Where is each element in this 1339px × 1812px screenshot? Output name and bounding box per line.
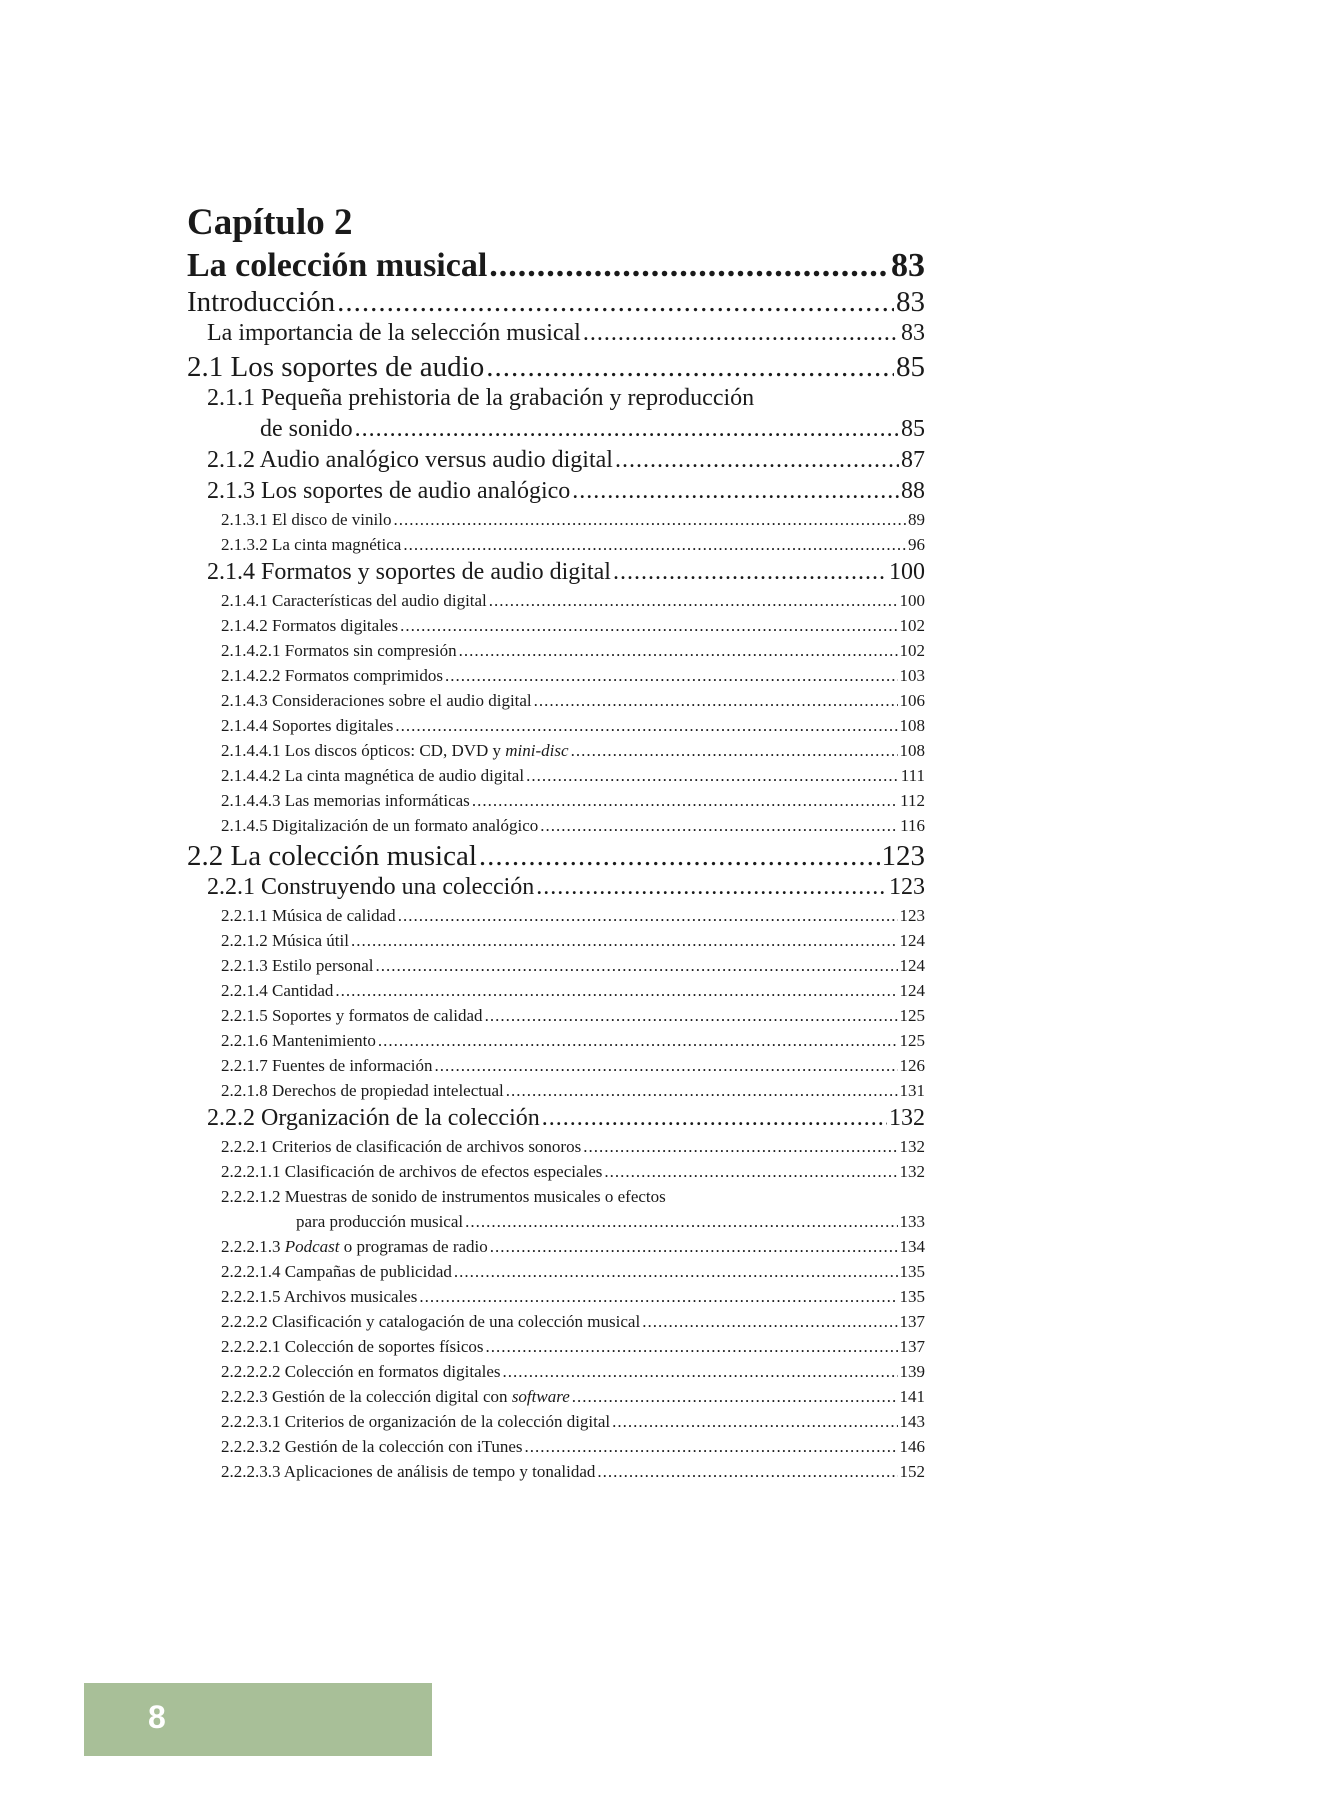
toc-page: 83	[901, 320, 925, 346]
toc-page: 143	[899, 1412, 925, 1431]
dot-leader	[489, 246, 889, 286]
dot-leader	[419, 1284, 897, 1309]
toc-title: 2.2.2.1 Criterios de clasificación de archivos sonoros	[221, 1137, 582, 1156]
toc-title: 2.1.4.1 Características del audio digital	[221, 591, 487, 610]
dot-leader	[536, 872, 887, 903]
dot-leader	[615, 445, 899, 476]
dot-leader	[472, 788, 898, 813]
toc-entry-2-2-2-3-1[interactable]	[187, 1409, 925, 1434]
toc-title: de sonido	[260, 416, 353, 442]
dot-leader	[506, 1078, 898, 1103]
footer-page-box	[84, 1683, 432, 1756]
toc-entry-2-2-2-1-3[interactable]	[187, 1234, 925, 1259]
toc-page: 134	[899, 1237, 925, 1256]
toc-title: 2.2.2.2 Clasificación y catalogación de una colección musical	[221, 1312, 641, 1331]
toc-entry-2-2-1-8[interactable]	[187, 1078, 925, 1103]
toc-title: 2.2.2.3.3 Aplicaciones de análisis de tempo y tonalidad	[221, 1462, 596, 1481]
toc-title: 2.2.2.3.1 Criterios de organización de la colección digital	[221, 1412, 611, 1431]
toc-entry-2-1-4-5[interactable]	[187, 813, 925, 838]
toc-entry-2-2-2-2-1[interactable]	[187, 1334, 925, 1359]
toc-title: 2.1.3 Los soportes de audio analógico	[207, 478, 571, 504]
toc-title: 2.2.1.6 Mantenimiento	[221, 1031, 376, 1050]
toc-entry-2-1-3[interactable]	[187, 476, 925, 507]
toc-title	[221, 738, 569, 763]
toc-page: 123	[899, 906, 925, 925]
dot-leader	[355, 414, 899, 445]
dot-leader	[393, 507, 906, 532]
toc-entry-2-2-2-1-2[interactable]	[187, 1209, 925, 1234]
toc-entry-2-1-4-4-2[interactable]	[187, 763, 925, 788]
toc-page: 125	[899, 1006, 925, 1025]
toc-page: 100	[899, 591, 925, 610]
toc-page: 123	[889, 874, 925, 900]
dot-leader	[459, 638, 898, 663]
toc-title: 2.1.4.2.2 Formatos comprimidos	[221, 666, 443, 685]
toc-page: 131	[899, 1081, 925, 1100]
toc-page: 87	[901, 447, 925, 473]
toc-page: 85	[901, 416, 925, 442]
toc-title-italic: software	[511, 1387, 570, 1406]
toc-entry-2-1-1-line1[interactable]: 2.1.1 Pequeña prehistoria de la grabación y reproducción	[207, 385, 755, 411]
toc-title: 2.2.2.1.4 Campañas de publicidad	[221, 1262, 452, 1281]
footer-page-number: 8	[148, 1699, 166, 1735]
toc-entry-2-2-2-3-3[interactable]	[187, 1459, 925, 1484]
toc-title: 2.1.2 Audio analógico versus audio digital	[207, 447, 613, 473]
dot-leader	[335, 978, 897, 1003]
toc-title: 2.1.3.2 La cinta magnética	[221, 535, 402, 554]
toc-entry-2-2[interactable]	[187, 840, 925, 872]
toc-entry-2-1-3-1[interactable]	[187, 507, 925, 532]
dot-leader	[398, 903, 898, 928]
dot-leader	[583, 1134, 897, 1159]
toc-page: 124	[899, 981, 925, 1000]
toc-title-text: 2.1.4.4.1 Los discos ópticos: CD, DVD y	[221, 741, 506, 760]
dot-leader	[445, 663, 898, 688]
toc-page: 103	[899, 666, 925, 685]
toc-page: 137	[899, 1312, 925, 1331]
toc-page: 141	[899, 1387, 925, 1406]
toc-entry-2-1-3-2[interactable]	[187, 532, 925, 557]
toc-title: 2.2.2.1.1 Clasificación de archivos de efectos especiales	[221, 1162, 603, 1181]
toc-page: 125	[899, 1031, 925, 1050]
dot-leader	[540, 813, 898, 838]
toc-page: 146	[899, 1437, 925, 1456]
toc-page: 100	[889, 559, 925, 585]
toc-title	[221, 1384, 570, 1409]
toc-entry-2-1-4-4-1[interactable]	[187, 738, 925, 763]
toc-title: 2.2.1.7 Fuentes de información	[221, 1056, 433, 1075]
toc-page: 152	[899, 1462, 925, 1481]
dot-leader	[376, 953, 898, 978]
toc-entry-2-2-2-1-4[interactable]	[187, 1259, 925, 1284]
toc-entry-2-1-4-3[interactable]	[187, 688, 925, 713]
toc-page: 83	[891, 247, 925, 284]
dot-leader	[526, 763, 899, 788]
toc-page: 112	[900, 791, 925, 810]
dot-leader	[400, 613, 897, 638]
toc-page: 135	[899, 1262, 925, 1281]
toc-entry-2-1-2[interactable]	[187, 445, 925, 476]
toc-page: 135	[899, 1287, 925, 1306]
toc-page: 124	[899, 956, 925, 975]
chapter-label: Capítulo 2	[187, 202, 353, 243]
toc-title: 2.1.4.2 Formatos digitales	[221, 616, 399, 635]
dot-leader	[490, 1234, 898, 1259]
toc-title: 2.1.4.5 Digitalización de un formato analógico	[221, 816, 539, 835]
toc-entry-2-1-4-2-1[interactable]	[187, 638, 925, 663]
toc-title: 2.1.4.4 Soportes digitales	[221, 716, 394, 735]
toc-title: 2.1.4 Formatos y soportes de audio digital	[207, 559, 611, 585]
dot-leader	[571, 738, 898, 763]
dot-leader	[597, 1459, 897, 1484]
dot-leader	[378, 1028, 898, 1053]
toc-page: 108	[899, 741, 925, 760]
toc-title-italic: mini-disc	[505, 741, 569, 760]
dot-leader	[534, 688, 898, 713]
dot-leader	[542, 1103, 887, 1134]
toc-title: 2.2.1.1 Música de calidad	[221, 906, 396, 925]
toc-title-number: 2.2.2.1.3	[221, 1237, 285, 1256]
toc-entry-2-2-1-2[interactable]	[187, 928, 925, 953]
toc-entry-2-2-2[interactable]	[187, 1103, 925, 1134]
toc-page: 126	[899, 1056, 925, 1075]
toc-page: 102	[899, 641, 925, 660]
dot-leader	[479, 840, 880, 872]
toc-entry-2-1-4-2[interactable]	[187, 613, 925, 638]
toc-entry-2-1-4-1[interactable]	[187, 588, 925, 613]
dot-leader	[485, 1003, 898, 1028]
toc-title: 2.2.1.5 Soportes y formatos de calidad	[221, 1006, 483, 1025]
toc-title: 2.2.2.2.2 Colección en formatos digitales	[221, 1362, 501, 1381]
toc-page: 116	[900, 816, 925, 835]
dot-leader	[486, 1334, 898, 1359]
toc-entry-2-2-2-2-2[interactable]	[187, 1359, 925, 1384]
toc-title: 2.1.4.2.1 Formatos sin compresión	[221, 641, 457, 660]
toc-page: 124	[899, 931, 925, 950]
dot-leader	[489, 588, 898, 613]
toc-title: Introducción	[187, 286, 336, 318]
dot-leader	[583, 318, 899, 349]
toc-entry-2-2-2-3-2[interactable]	[187, 1434, 925, 1459]
dot-leader	[395, 713, 897, 738]
toc-title: La importancia de la selección musical	[207, 320, 581, 346]
toc-title: 2.1.4.3 Consideraciones sobre el audio digital	[221, 691, 532, 710]
dot-leader	[454, 1259, 898, 1284]
dot-leader	[613, 557, 887, 588]
toc-entry-2-2-1[interactable]	[187, 872, 925, 903]
toc-title: para producción musical	[296, 1212, 464, 1231]
toc-entry-2-2-2-1-5[interactable]	[187, 1284, 925, 1309]
toc-page: 132	[889, 1105, 925, 1131]
toc-entry-2-2-2-1[interactable]	[187, 1134, 925, 1159]
toc-title: 2.2.1.2 Música útil	[221, 931, 349, 950]
toc-title-italic: Podcast	[284, 1237, 340, 1256]
toc-page: 139	[899, 1362, 925, 1381]
table-of-contents	[187, 200, 925, 1484]
dot-leader	[642, 1309, 897, 1334]
toc-entry-2-2-1-7[interactable]	[187, 1053, 925, 1078]
toc-entry-2-1-1[interactable]	[187, 414, 925, 445]
toc-entry-2-1-4-4-3[interactable]	[187, 788, 925, 813]
toc-title-text: 2.2.2.3 Gestión de la colección digital con	[221, 1387, 512, 1406]
toc-title: 2.2.2.1.5 Archivos musicales	[221, 1287, 418, 1306]
toc-page: 123	[881, 840, 925, 872]
toc-page: 132	[899, 1137, 925, 1156]
toc-title: 2.2.1.4 Cantidad	[221, 981, 334, 1000]
toc-entry-2-2-1-1[interactable]	[187, 903, 925, 928]
toc-title: 2.2.1.8 Derechos de propiedad intelectual	[221, 1081, 504, 1100]
dot-leader	[435, 1053, 898, 1078]
dot-leader	[572, 1384, 898, 1409]
toc-title: 2.2.1 Construyendo una colección	[207, 874, 535, 900]
dot-leader	[351, 928, 898, 953]
toc-title-text: o programas de radio	[339, 1237, 488, 1256]
toc-entry-2-2-2-3[interactable]	[187, 1384, 925, 1409]
toc-title: 2.2.2.2.1 Colección de soportes físicos	[221, 1337, 484, 1356]
toc-entry-2-2-1-4[interactable]	[187, 978, 925, 1003]
dot-leader	[525, 1434, 898, 1459]
toc-entry-2-2-1-6[interactable]	[187, 1028, 925, 1053]
toc-title	[221, 1234, 488, 1259]
toc-title: 2.1.3.1 El disco de vinilo	[221, 510, 392, 529]
toc-page: 111	[900, 766, 925, 785]
toc-title: 2.2.2 Organización de la colección	[207, 1105, 540, 1131]
toc-page: 89	[908, 510, 925, 529]
toc-page: 106	[899, 691, 925, 710]
toc-title: 2.2.2.3.2 Gestión de la colección con iTunes	[221, 1437, 523, 1456]
toc-entry-2-2-1-3[interactable]	[187, 953, 925, 978]
toc-entry-importancia[interactable]	[187, 318, 925, 349]
dot-leader	[572, 476, 899, 507]
toc-title: 2.2 La colección musical	[187, 840, 477, 872]
dot-leader	[612, 1409, 897, 1434]
toc-entry-2-2-2-2[interactable]	[187, 1309, 925, 1334]
toc-entry-2-1-4[interactable]	[187, 557, 925, 588]
dot-leader	[503, 1359, 898, 1384]
toc-page: 137	[899, 1337, 925, 1356]
toc-title: 2.1 Los soportes de audio	[187, 351, 485, 383]
dot-leader	[403, 532, 906, 557]
toc-page: 85	[896, 351, 925, 383]
dot-leader	[486, 351, 894, 383]
toc-page: 83	[896, 286, 925, 318]
dot-leader	[465, 1209, 897, 1234]
dot-leader	[604, 1159, 897, 1184]
toc-page: 133	[899, 1212, 925, 1231]
toc-entry-introduccion[interactable]	[187, 286, 925, 318]
toc-entry-2-1-4-4[interactable]	[187, 713, 925, 738]
toc-entry-2-2-2-1-2-line1[interactable]: 2.2.2.1.2 Muestras de sonido de instrumentos musicales o efectos	[221, 1187, 666, 1206]
toc-title: 2.2.1.3 Estilo personal	[221, 956, 374, 975]
toc-entry-2-2-2-1-1[interactable]	[187, 1159, 925, 1184]
toc-title: La colección musical	[187, 247, 488, 284]
toc-page: 108	[899, 716, 925, 735]
dot-leader	[337, 286, 894, 318]
toc-page: 132	[899, 1162, 925, 1181]
toc-page: 88	[901, 478, 925, 504]
toc-title: 2.1.4.4.3 Las memorias informáticas	[221, 791, 470, 810]
toc-entry-2-2-1-5[interactable]	[187, 1003, 925, 1028]
toc-entry-chapter[interactable]	[187, 246, 925, 286]
toc-title: 2.1.4.4.2 La cinta magnética de audio digital	[221, 766, 525, 785]
toc-page: 102	[899, 616, 925, 635]
toc-entry-2-1[interactable]	[187, 351, 925, 383]
toc-entry-2-1-4-2-2[interactable]	[187, 663, 925, 688]
toc-page: 96	[908, 535, 925, 554]
